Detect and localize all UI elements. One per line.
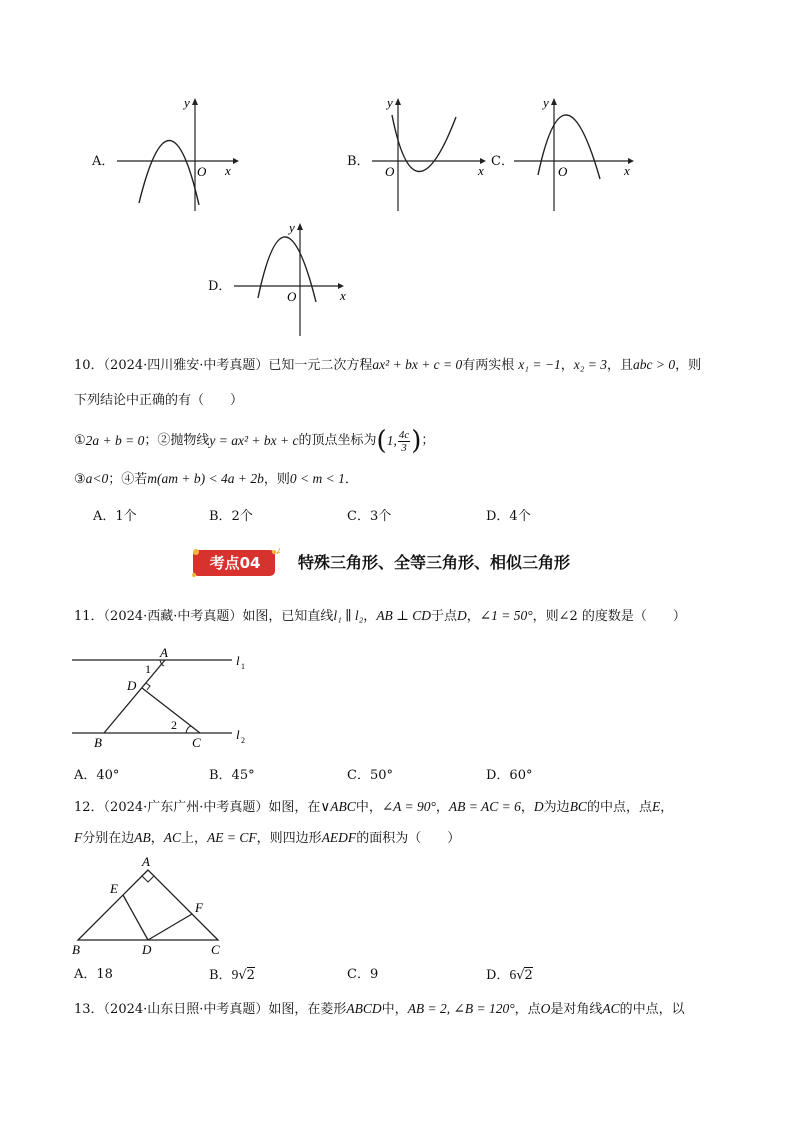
question-number: 11． [74, 609, 104, 624]
q11-figure [70, 643, 255, 753]
x-axis-label: x [225, 163, 231, 178]
svg-text:D: D [142, 942, 152, 957]
question-number: 12． [74, 800, 104, 815]
q11-option-a[interactable]: A．40° [74, 768, 120, 783]
svg-text:O: O [385, 164, 395, 179]
math-equation: ax² + bx + c = 0 [372, 357, 463, 372]
question-number: 10． [74, 358, 104, 373]
svg-text:C: C [192, 735, 201, 750]
question-source: （2024·广东广州·中考真题） [103, 800, 269, 815]
svg-text:A: A [142, 854, 150, 869]
svg-text:F: F [195, 900, 203, 915]
svg-text:D: D [127, 678, 137, 693]
parabola-graph-a [115, 95, 245, 215]
q10-option-b[interactable]: B．2个 [209, 509, 253, 524]
question-source: （2024·四川雅安·中考真题） [103, 358, 269, 373]
origin-label: O [197, 164, 207, 179]
svg-text:1: 1 [145, 662, 151, 676]
svg-text:1: 1 [241, 662, 245, 671]
svg-text:A: A [160, 645, 168, 660]
x-axis-arrow [233, 158, 239, 164]
q12-option-b[interactable]: B．9√2 [209, 967, 255, 983]
question-source: （2024·山东日照·中考真题） [103, 1002, 269, 1017]
segment-ed [123, 895, 148, 940]
svg-text:l: l [236, 727, 240, 742]
svg-text:C: C [211, 942, 220, 957]
svg-text:x: x [478, 163, 484, 178]
q11-option-c[interactable]: C．50° [347, 768, 393, 783]
right-angle-mark [142, 876, 154, 882]
svg-text:2: 2 [171, 718, 177, 732]
q10-line3: ① 2a + b = 0 ；②抛物线 y = ax² + bx + c 的顶点坐标为 ( 1, $\frac{4c}{3}$ ) ； [74, 426, 435, 456]
right-angle-mark [146, 683, 150, 690]
svg-text:x: x [624, 163, 630, 178]
parabola-curve [139, 140, 199, 205]
option-a-label: A． [92, 154, 115, 169]
y-axis-arrow [192, 98, 198, 105]
option-d-label: D． [208, 279, 232, 294]
q12-line1: 12．（2024·广东广州·中考真题）如图，在∨ABC中，∠A = 90°，AB = AC = 6，D为边BC的中点，点E， [74, 799, 674, 815]
parabola-graph-b [370, 95, 500, 215]
q10-line2: 下列结论中正确的有（ ） [74, 393, 244, 408]
option-b-label: B． [347, 154, 370, 169]
svg-text:B: B [94, 735, 102, 750]
svg-text:O: O [558, 164, 568, 179]
svg-text:x: x [340, 288, 346, 303]
q11-option-d[interactable]: D．60° [486, 768, 533, 783]
segment-ab [104, 660, 165, 733]
question-number: 13． [74, 1002, 104, 1017]
q10-line1: 10．（2024·四川雅安·中考真题）已知一元二次方程ax² + bx + c = 0有两实根 x₁ = −1，x₂ = 3，且abc > 0，则 [74, 357, 702, 373]
svg-text:l: l [236, 653, 240, 668]
y-axis-label: y [184, 95, 190, 110]
q11-option-b[interactable]: B．45° [209, 768, 255, 783]
q10-option-a[interactable]: A．1个 [93, 509, 137, 524]
svg-text:y: y [289, 220, 295, 235]
segment-fd [148, 914, 192, 940]
q12-option-d[interactable]: D．6√2 [486, 967, 533, 983]
parabola-graph-c [512, 95, 642, 215]
q10-option-c[interactable]: C．3个 [347, 509, 392, 524]
q12-option-c[interactable]: C．9 [347, 967, 379, 982]
section-badge-text: 考点04 [209, 554, 261, 572]
option-c-label: C． [491, 154, 514, 169]
q12-option-a[interactable]: A．18 [74, 967, 113, 982]
q13-line1: 13．（2024·山东日照·中考真题）如图，在菱形ABCD中，AB = 2, ∠B = 120°，点O是对角线AC的中点，以 [74, 1001, 685, 1017]
question-source: （2024·西藏·中考真题） [103, 609, 243, 624]
svg-text:y: y [387, 95, 393, 110]
svg-text:B: B [72, 942, 80, 957]
q10-line4: ③a<0；④若m(am + b) < 4a + 2b，则0 < m < 1． [74, 471, 358, 487]
svg-text:2: 2 [241, 736, 245, 745]
section-badge [190, 548, 280, 578]
q11-line1: 11．（2024·西藏·中考真题）如图，已知直线l₁ ∥ l₂，AB ⊥ CD于点D，∠1 = 50°，则∠2 的度数是（ ） [74, 608, 686, 624]
angle-2-arc [186, 726, 191, 733]
section-title: 特殊三角形、全等三角形、相似三角形 [298, 553, 571, 572]
q12-line2: F分别在边AB，AC上，AE = CF，则四边形AEDF的面积为（ ） [74, 830, 461, 846]
svg-text:E: E [110, 881, 118, 896]
svg-text:y: y [543, 95, 549, 110]
svg-text:O: O [287, 289, 297, 304]
q12-figure [70, 852, 230, 958]
q10-option-d[interactable]: D．4个 [486, 509, 531, 524]
parabola-graph-d [232, 220, 362, 340]
